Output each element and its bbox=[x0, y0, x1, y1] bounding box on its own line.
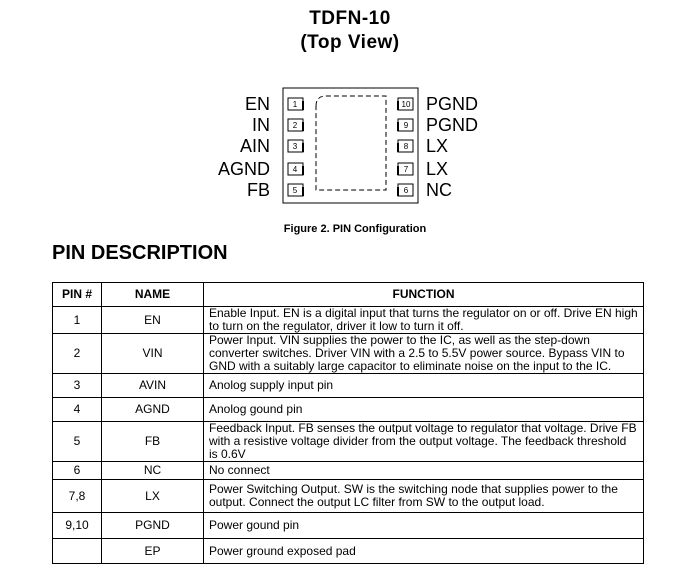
pin-label-left: AIN bbox=[239, 136, 270, 156]
pin-label-left: FB bbox=[246, 180, 270, 200]
pin-number: 3 bbox=[292, 142, 298, 151]
table-row bbox=[53, 334, 644, 374]
name-cell: VIN bbox=[102, 334, 204, 374]
table-row bbox=[53, 480, 644, 513]
pin-cell: 5 bbox=[53, 422, 102, 462]
pin-cell: 6 bbox=[53, 462, 102, 480]
header-function: FUNCTION bbox=[204, 283, 644, 307]
pin-cell bbox=[53, 539, 102, 564]
name-cell: AVIN bbox=[102, 374, 204, 398]
pin-cell: 3 bbox=[53, 374, 102, 398]
package-subtitle: (Top View) bbox=[300, 32, 400, 53]
pin-label-right: PGND bbox=[426, 94, 479, 114]
pin-number: 1 bbox=[292, 100, 298, 109]
section-heading: PIN DESCRIPTION bbox=[52, 242, 228, 264]
function-cell: Anolog gound pin bbox=[204, 398, 644, 422]
table-row bbox=[53, 422, 644, 462]
pin-number: 4 bbox=[292, 165, 298, 174]
table-row bbox=[53, 513, 644, 539]
pin-number: 5 bbox=[292, 186, 298, 195]
pin-label-left: AGND bbox=[217, 159, 270, 179]
pin-number: 7 bbox=[403, 165, 409, 174]
function-cell: Power Switching Output. SW is the switching node that supplies power to the output. Connect the output LC filter from SW to the output load. bbox=[204, 480, 644, 513]
function-cell: Feedback Input. FB senses the output voltage to regulator that voltage. Drive FB with a resistive voltage divider from the output voltage. The feedback threshold is 0.6V bbox=[204, 422, 644, 462]
pin-cell: 1 bbox=[53, 307, 102, 334]
pin-cell: 2 bbox=[53, 334, 102, 374]
function-cell: Power ground exposed pad bbox=[204, 539, 644, 564]
pin-label-right: NC bbox=[426, 180, 452, 200]
pin-label-right: LX bbox=[426, 159, 449, 179]
pin-number: 10 bbox=[401, 100, 411, 109]
name-cell: LX bbox=[102, 480, 204, 513]
header-pin: PIN # bbox=[53, 283, 102, 307]
pin-label-left: IN bbox=[252, 115, 270, 135]
pin-number: 8 bbox=[403, 142, 409, 151]
figure-caption: Figure 2. PIN Configuration bbox=[283, 223, 427, 235]
pin-number: 6 bbox=[403, 186, 409, 195]
pin-description-table bbox=[52, 282, 644, 564]
pin-configuration-diagram bbox=[0, 0, 682, 220]
table-header-row bbox=[53, 283, 644, 307]
exposed-pad-outline bbox=[316, 96, 386, 190]
function-cell: Enable Input. EN is a digital input that turns the regulator on or off. Drive EN high to turn on the regulator, driver it low to turn it off. bbox=[204, 307, 644, 334]
pin-number: 9 bbox=[403, 121, 409, 130]
package-title: TDFN-10 bbox=[309, 8, 391, 29]
pin-cell: 4 bbox=[53, 398, 102, 422]
pin-label-right: LX bbox=[426, 136, 449, 156]
function-cell: Power Input. VIN supplies the power to the IC, as well as the step-down converter switches. Driver VIN with a 2.5 to 5.5V power source. Bypass VIN to GND with a suitably large capacitor to eliminate noise on the input to the IC. bbox=[204, 334, 644, 374]
name-cell: EN bbox=[102, 307, 204, 334]
function-cell: Power gound pin bbox=[204, 513, 644, 539]
function-cell: Anolog supply input pin bbox=[204, 374, 644, 398]
name-cell: PGND bbox=[102, 513, 204, 539]
header-name: NAME bbox=[102, 283, 204, 307]
pin-number: 2 bbox=[292, 121, 298, 130]
table-row bbox=[53, 374, 644, 398]
table-row bbox=[53, 462, 644, 480]
pin-label-left: EN bbox=[244, 94, 270, 114]
name-cell: EP bbox=[102, 539, 204, 564]
function-cell: No connect bbox=[204, 462, 644, 480]
table-row bbox=[53, 398, 644, 422]
pin-label-right: PGND bbox=[426, 115, 479, 135]
name-cell: FB bbox=[102, 422, 204, 462]
name-cell: AGND bbox=[102, 398, 204, 422]
table-row bbox=[53, 539, 644, 564]
name-cell: NC bbox=[102, 462, 204, 480]
pin-cell: 9,10 bbox=[53, 513, 102, 539]
table-row bbox=[53, 307, 644, 334]
pin-cell: 7,8 bbox=[53, 480, 102, 513]
